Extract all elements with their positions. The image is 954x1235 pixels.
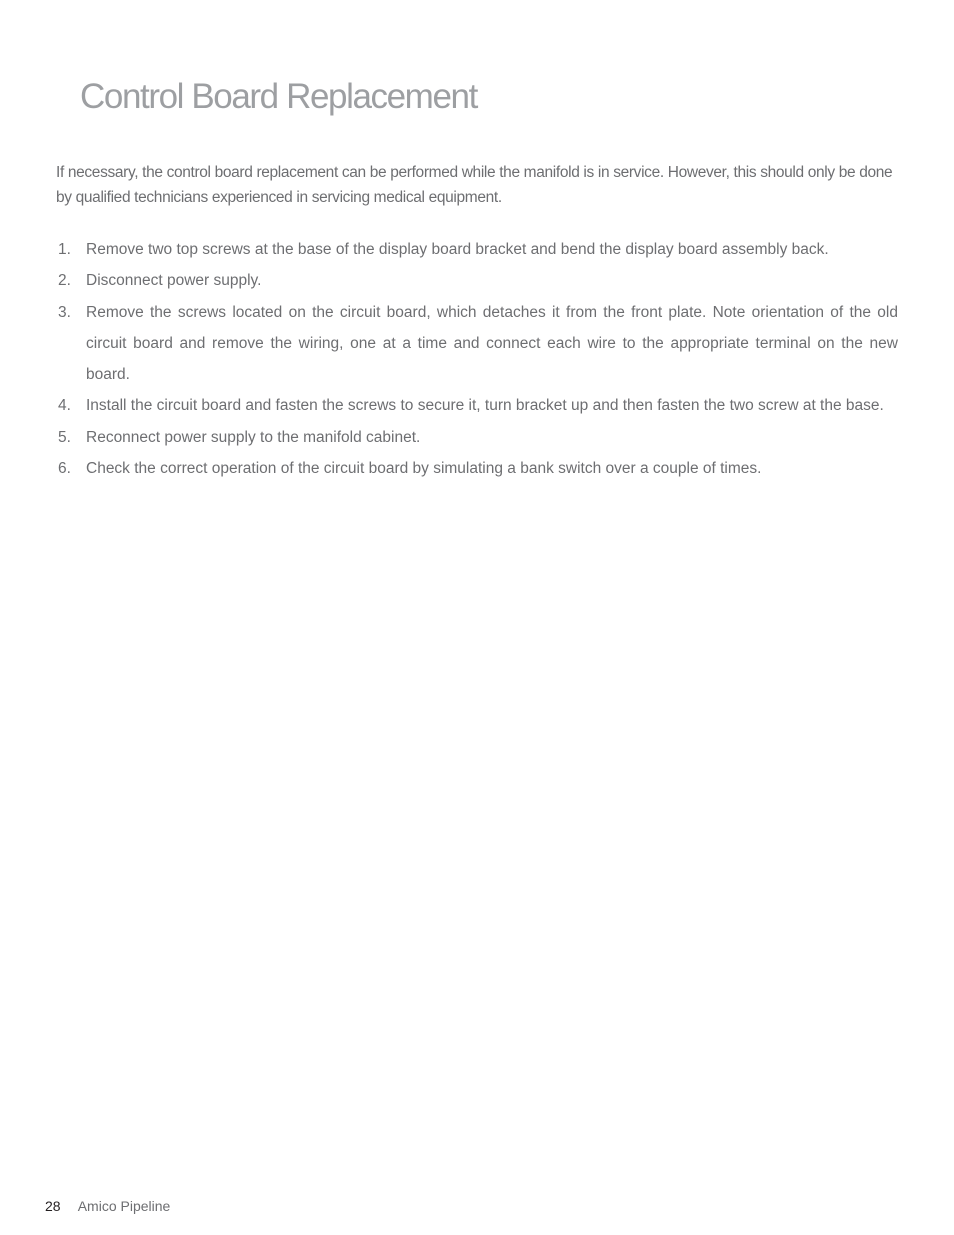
- list-item: [56, 453, 898, 484]
- step-number: 2.: [58, 272, 71, 290]
- publication-name: Amico Pipeline: [77, 1198, 171, 1214]
- page-title: Control Board Replacement: [80, 77, 477, 116]
- step-number: 1.: [58, 241, 71, 258]
- step-text: Install the circuit board and fasten the screws to secure it, turn bracket up and then fasten the two screw at the base.: [86, 397, 884, 415]
- list-item: [56, 234, 898, 265]
- page-footer: [45, 1196, 170, 1216]
- step-text: Check the correct operation of the circuit board by simulating a bank switch over a couple of times.: [86, 460, 762, 478]
- step-text: Disconnect power supply.: [86, 272, 262, 290]
- step-text: Reconnect power supply to the manifold cabinet.: [86, 428, 421, 446]
- list-item: [56, 297, 898, 391]
- step-text: Remove the screws located on the circuit board, which detaches it from the front plate. Note orientation of the old circuit board and remove the wiring, one at a time and connect each wire to the appropriate terminal on the new board.: [86, 303, 898, 384]
- step-number: 6.: [58, 460, 71, 478]
- intro-paragraph: If necessary, the control board replacement can be performed while the manifold is in service. However, this should only be done by qualified technicians experienced in servicing medical equipment.: [56, 164, 893, 206]
- step-number: 5.: [58, 428, 71, 446]
- procedure-steps: [56, 234, 898, 484]
- list-item: [56, 390, 898, 421]
- step-number: 3.: [58, 303, 71, 321]
- step-number: 4.: [58, 397, 71, 415]
- page-number: 28: [45, 1198, 61, 1214]
- list-item: [56, 265, 898, 296]
- step-text: Remove two top screws at the base of the display board bracket and bend the display board assembly back.: [86, 241, 829, 258]
- list-item: [56, 422, 898, 453]
